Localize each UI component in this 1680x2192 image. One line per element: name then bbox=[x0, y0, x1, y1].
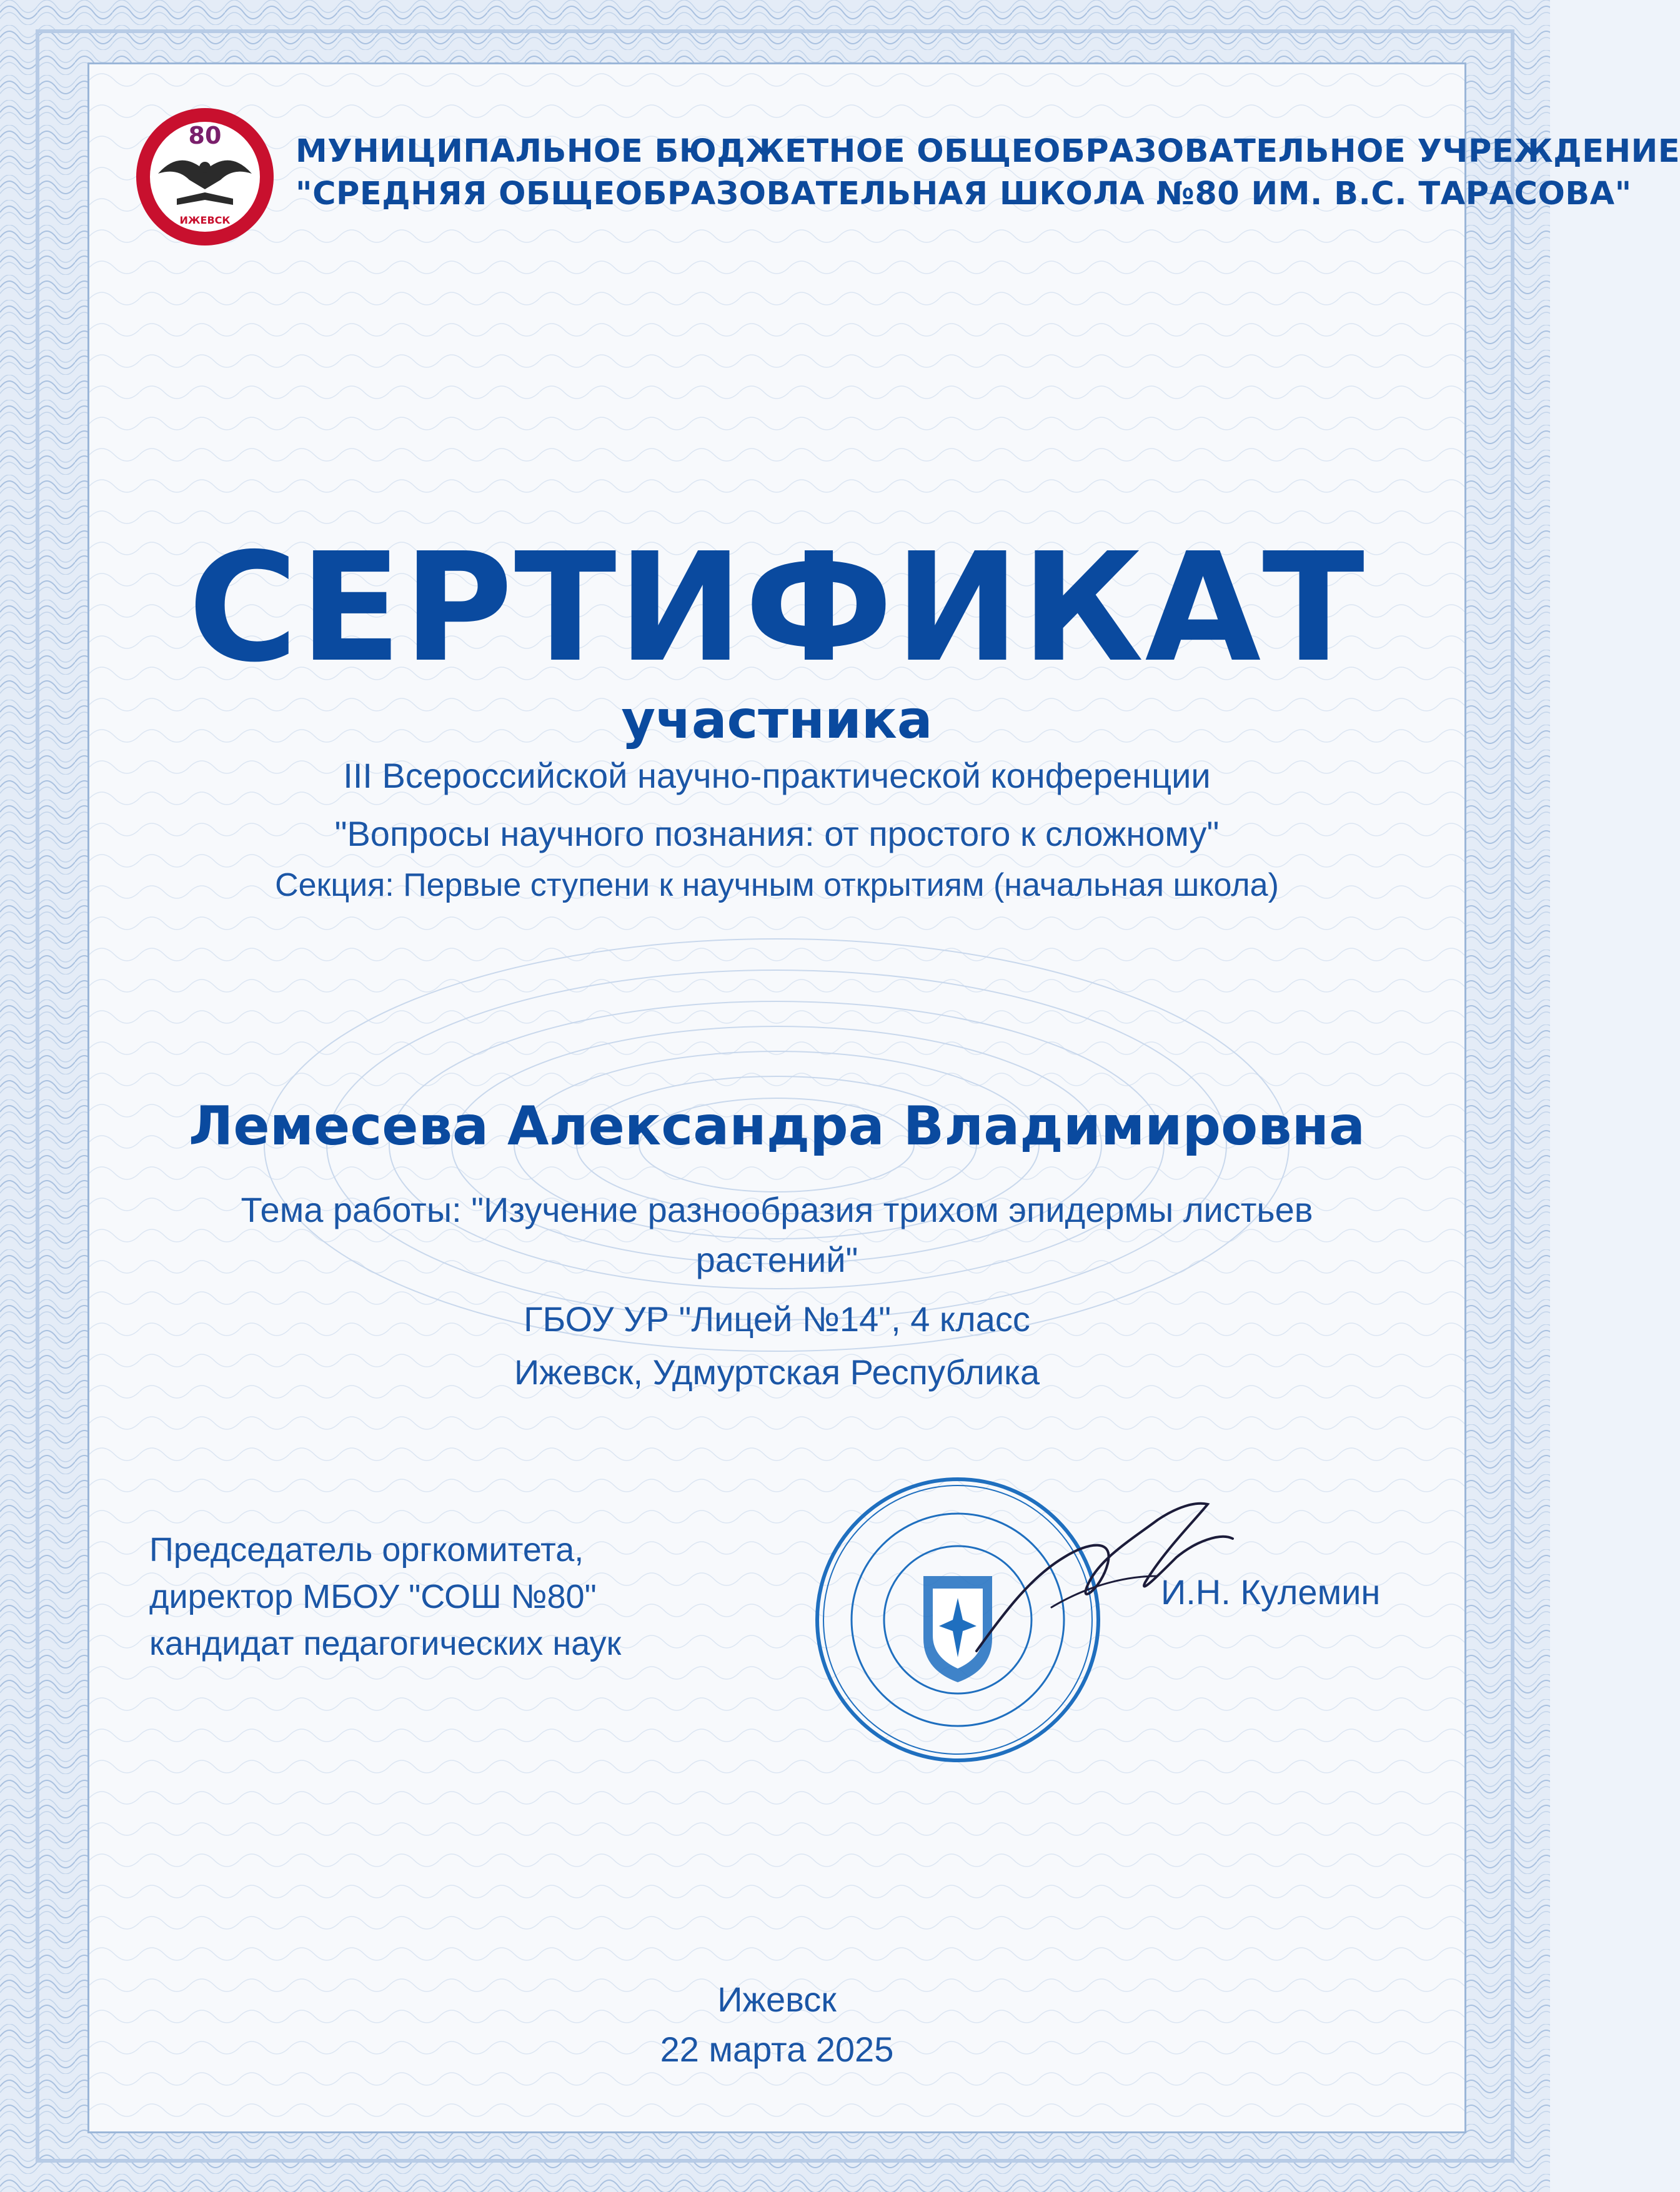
issue-place: Ижевск bbox=[717, 1980, 837, 2019]
signatory-role-line-2: директор МБОУ "СОШ №80" bbox=[149, 1578, 597, 1615]
logo-city: ИЖЕВСК bbox=[179, 214, 231, 226]
participant-location: Ижевск, Удмуртская Республика bbox=[514, 1352, 1040, 1392]
logo-number: 80 bbox=[188, 122, 222, 149]
participant-school: ГБОУ УР "Лицей №14", 4 класс bbox=[524, 1299, 1030, 1339]
signatory-name: И.Н. Кулемин bbox=[1161, 1572, 1381, 1612]
certificate-body bbox=[87, 62, 1680, 2133]
certificate-subtitle: участника bbox=[621, 689, 933, 750]
signatory-role-line-3: кандидат педагогических наук bbox=[149, 1625, 622, 1662]
conference-line-1: III Всероссийской научно-практической конференции bbox=[343, 756, 1211, 795]
topic-line-2: растений" bbox=[695, 1240, 858, 1279]
section-line: Секция: Первые ступени к научным открытиям (начальная школа) bbox=[275, 867, 1279, 903]
org-name-line-1: МУНИЦИПАЛЬНОЕ БЮДЖЕТНОЕ ОБЩЕОБРАЗОВАТЕЛЬНОЕ УЧРЕЖДЕНИЕ bbox=[296, 133, 1680, 170]
topic-line-1: Тема работы: "Изучение разнообразия трихом эпидермы листьев bbox=[241, 1190, 1313, 1229]
signatory-role-line-1: Председатель оргкомитета, bbox=[149, 1531, 584, 1569]
header bbox=[114, 83, 1680, 239]
org-name-line-2: "СРЕДНЯЯ ОБЩЕОБРАЗОВАТЕЛЬНАЯ ШКОЛА №80 ИМ. В.С. ТАРАСОВА" bbox=[296, 176, 1632, 212]
certificate-title: СЕРТИФИКАТ bbox=[187, 520, 1366, 695]
participant-name: Лемесева Александра Владимировна bbox=[188, 1095, 1366, 1158]
conference-line-2: "Вопросы научного познания: от простого к сложному" bbox=[334, 814, 1220, 853]
issue-date: 22 марта 2025 bbox=[660, 2030, 894, 2069]
school-logo bbox=[133, 105, 277, 249]
